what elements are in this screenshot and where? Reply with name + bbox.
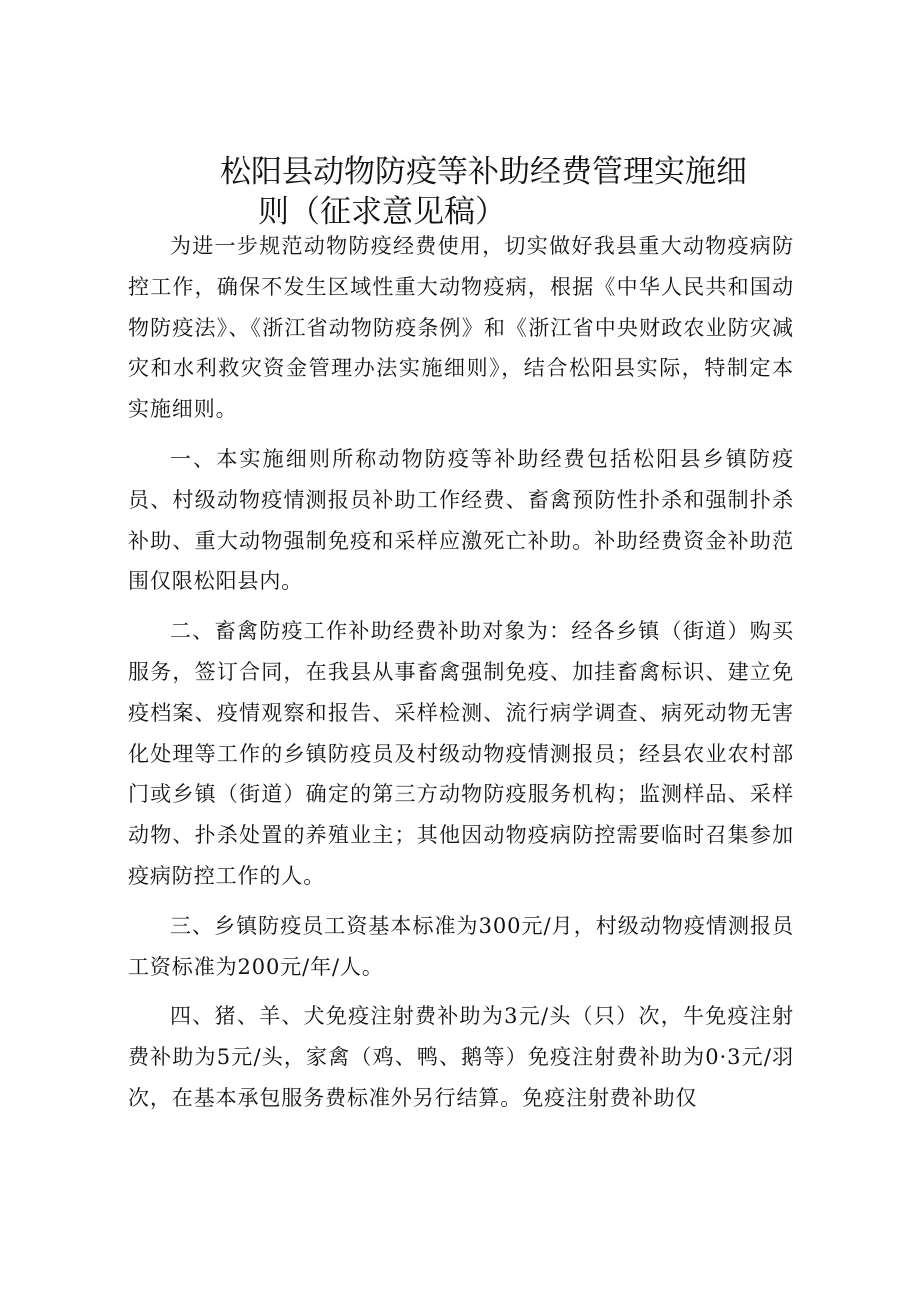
document-body: [128, 226, 794, 1128]
paragraph-article-3: 三、乡镇防疫员工资基本标准为300元/月，村级动物疫情测报员工资标准为200元/年/人。: [128, 913, 794, 979]
title-line-2: 则（征求意见稿）: [258, 194, 506, 230]
paragraph-article-1: 一、本实施细则所称动物防疫等补助经费包括松阳县乡镇防疫员、村级动物疫情测报员补助工作经费、畜禽预防性扑杀和强制扑杀补助、重大动物强制免疫和采样应激死亡补助。补助经费资金补助范围仅限松阳县内。: [128, 446, 794, 594]
paragraph-article-2: 二、畜禽防疫工作补助经费补助对象为：经各乡镇（街道）购买服务，签订合同，在我县从事畜禽强制免疫、加挂畜禽标识、建立免疫档案、疫情观察和报告、采样检测、流行病学调查、病死动物无害化处理等工作的乡镇防疫员及村级动物疫情测报员；经县农业农村部门或乡镇（街道）确定的第三方动物防疫服务机构；监测样品、采样动物、扑杀处置的养殖业主；其他因动物疫病防控需要临时召集参加疫病防控工作的人。: [128, 619, 794, 888]
paragraph-article-4: 四、猪、羊、犬免疫注射费补助为3元/头（只）次，牛免疫注射费补助为5元/头，家禽（鸡、鸭、鹅等）免疫注射费补助为0·3元/羽次，在基本承包服务费标准外另行结算。免疫注射费补助仅: [128, 1004, 794, 1110]
document-title: [130, 152, 810, 232]
paragraph-intro: 为进一步规范动物防疫经费使用，切实做好我县重大动物疫病防控工作，确保不发生区域性重大动物疫病，根据《中华人民共和国动物防疫法》、《浙江省动物防疫条例》和《浙江省中央财政农业防灾减灾和水利救灾资金管理办法实施细则》，结合松阳县实际，特制定本实施细则。: [128, 234, 794, 422]
title-line-1: 松阳县动物防疫等补助经费管理实施细: [220, 154, 747, 190]
